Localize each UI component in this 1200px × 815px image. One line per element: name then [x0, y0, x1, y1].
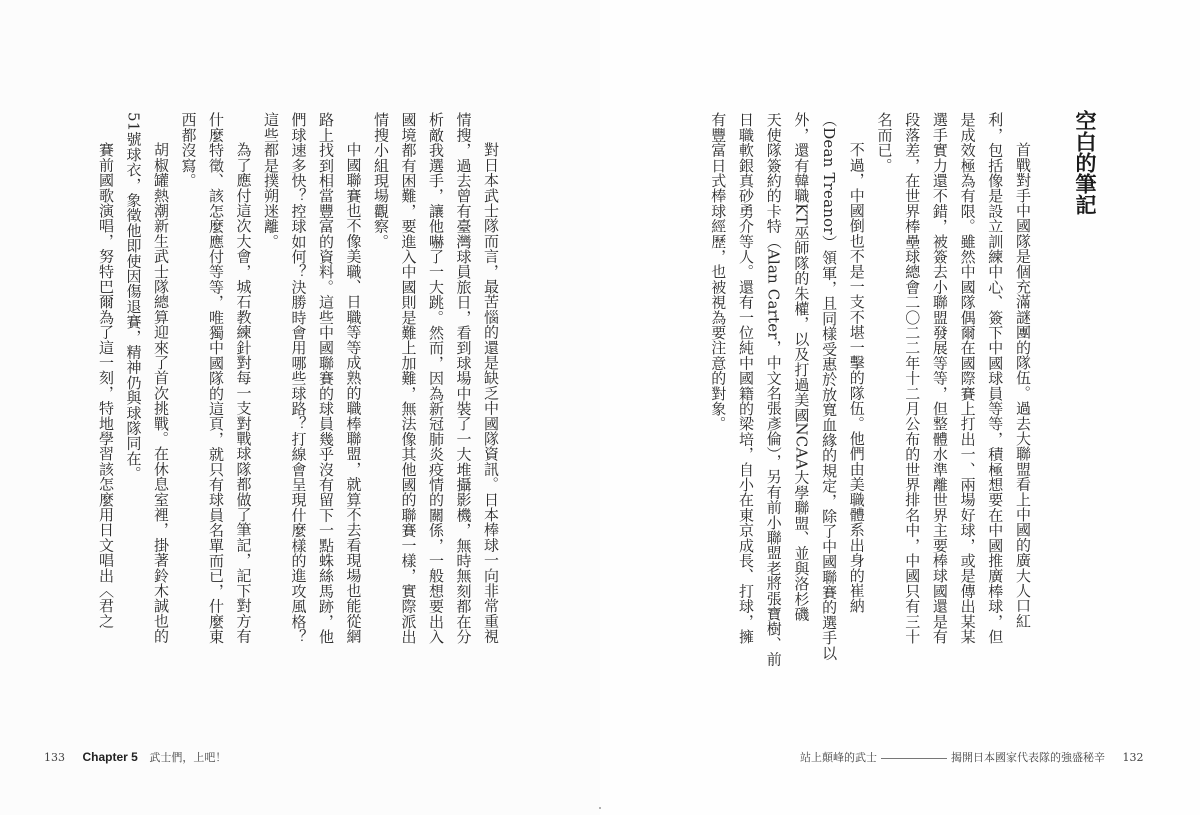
text-column: （Dean Treanor）領軍，且同樣受惠於放寬血緣的規定，除了中國聯賽的選手以 — [820, 112, 839, 661]
gutter-mark — [599, 807, 601, 809]
text-column: 中國聯賽也不像美職、日職等等成熟的職棒聯盟，就算不去看現場也能從網 — [344, 142, 363, 644]
right-page — [600, 0, 1200, 815]
page-number-right: 132 — [1122, 751, 1144, 764]
text-column: 選手實力還不錯，被簽去小聯盟發展等等，但整體水準離世界主要棒球國還是有 — [930, 112, 949, 644]
text-column: 情搜小組現場觀察。 — [372, 112, 390, 249]
text-column: 這些都是撲朔迷離。 — [262, 112, 280, 249]
text-column: 國境都有困難，要進入中國則是難上加難，無法像其他國的聯賽一樣，實際派出 — [399, 112, 418, 644]
chapter-label: Chapter 5 — [82, 750, 138, 764]
left-footer — [44, 749, 226, 765]
text-column: 胡椒罐熱潮新生武士隊總算迎來了首次挑戰。在休息室裡，掛著鈴木誠也的 — [152, 142, 170, 644]
text-column: 有豐富日式棒球經歷，也被視為要注意的對象。 — [709, 112, 728, 432]
chapter-title: 武士們，上吧！ — [149, 751, 227, 764]
text-column: 段落差，在世界棒壘球總會二〇二二年十二月公布的世界排名中，中國只有三十 — [903, 112, 922, 644]
text-column: 對日本武士隊而言，最苦惱的還是缺乏中國隊資訊。日本棒球一向非常重視 — [482, 142, 500, 644]
text-column: 天使隊簽約的卡特（Alan Carter，中文名張彥倫），另有前小聯盟老將張寶樹、前 — [764, 112, 783, 667]
text-column: 們球速多快？控球如何？決勝時會用哪些球路？打線會呈現什麼樣的進攻風格？ — [289, 112, 308, 644]
text-column: 情搜，過去曾有臺灣球員旅日，看到球場中裝了一大堆攝影機，無時無刻都在分 — [454, 112, 473, 644]
running-head-rule — [881, 758, 947, 759]
running-head-subtitle: 揭開日本國家代表隊的強盛秘辛 — [951, 751, 1105, 764]
text-column: 不過，中國倒也不是一支不堪一擊的隊伍。他們由美職體系出身的崔納 — [847, 142, 866, 614]
text-column: 日職軟銀真砂勇介等人。還有一位純中國籍的梁培，自小在東京成長、打球，擁 — [737, 112, 755, 644]
text-column: 賽前國歌演唱，努特巴爾為了這一刻，特地學習該怎麼用日文唱出〈君之 — [97, 142, 115, 629]
page-number-left: 133 — [44, 751, 65, 764]
text-column: 什麼特徵、該怎麼應付等等，唯獨中國隊的這頁，就只有球員名單而已，什麼東 — [207, 112, 225, 644]
text-column: 為了應付這次大會，城石教練針對每一支對戰球隊都做了筆記，記下對方有 — [234, 142, 253, 644]
text-column: 析敵我選手，讓他嚇了一大跳。然而，因為新冠肺炎疫情的關係，一般想要出入 — [427, 112, 445, 644]
text-column: 首戰對手中國隊是個充滿謎團的隊伍。過去大聯盟看上中國的廣大人口紅 — [1014, 142, 1032, 629]
right-footer — [800, 749, 1144, 765]
text-column: 是成效極為有限。雖然中國隊偶爾在國際賽上打出一、兩場好球，或是傳出某某 — [958, 112, 977, 644]
section-title: 空白的筆記 — [1073, 110, 1098, 215]
text-column: 路上找到相當豐富的資料。這些中國聯賽的球員幾乎沒有留下一點蛛絲馬跡，他 — [317, 112, 335, 644]
text-column: 51號球衣，象徵他即使因傷退賽，精神仍與球隊同在。 — [124, 112, 143, 482]
running-head-title: 站上顛峰的武士 — [800, 751, 877, 764]
text-column: 利，包括像是設立訓練中心、簽下中國球員等等，積極想要在中國推廣棒球，但 — [986, 112, 1005, 644]
text-column: 名而已。 — [875, 112, 894, 173]
text-column: 西都沒寫。 — [179, 112, 198, 188]
text-column: 外，還有韓職KT巫師隊的朱權，以及打過美國NCAA大學聯盟、並與洛杉磯 — [792, 112, 811, 622]
